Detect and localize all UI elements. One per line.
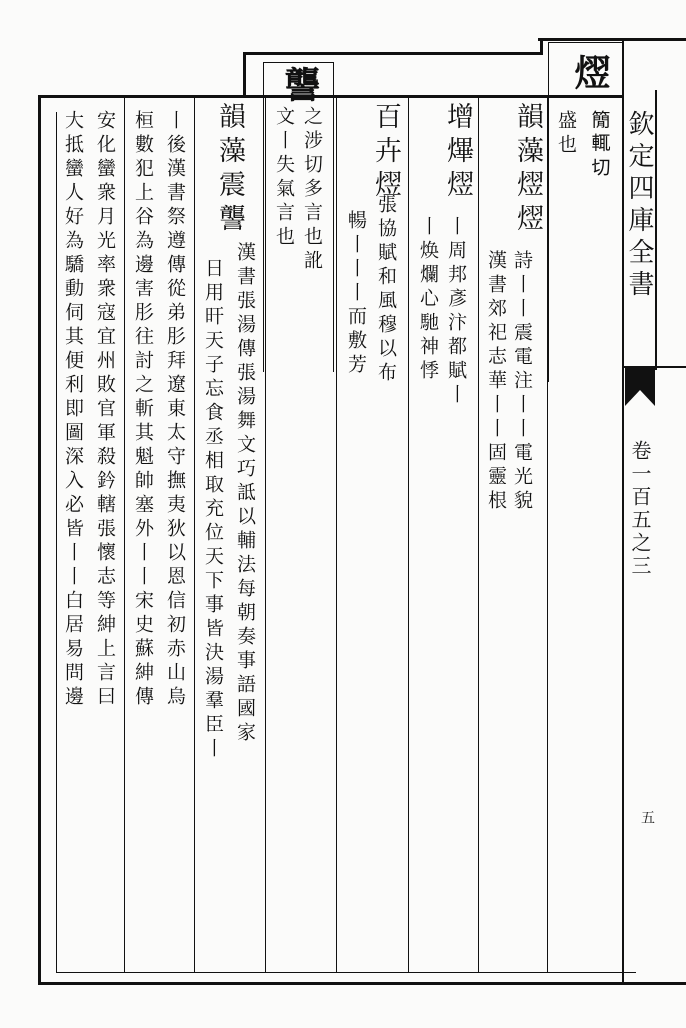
text-column: 安化蠻衆月光率衆寇宜州敗官軍殺鈐轄張懷志等紳上言曰 [94,110,116,710]
frame-top-line-right [538,38,686,41]
section-heading: 百卉熤 [370,102,401,204]
text-column: 日用旰天子忘食丞相取充位天下事皆決湯羣臣丨 [202,258,224,762]
text-column: 桓數犯上谷為邊害肜往討之斬其魁帥塞外丨丨宋史蘇紳傳 [132,110,154,710]
column-rule [124,98,125,972]
text-column: 漢書郊祀志華丨丨固靈根 [485,250,507,514]
text-column: 詩丨丨震電注丨丨電光貌 [511,250,533,514]
column-rule [194,98,195,972]
frame-inner-left-line [56,112,57,972]
definition-note: 文丨失氣言也 [273,106,295,250]
section-heading: 增熚熤 [442,102,473,204]
pronunciation-note: 之涉切多言也訛 [301,106,323,274]
frame-left-line [38,95,41,985]
entry-box-line [333,62,334,372]
column-rule [408,98,409,972]
text-column: 張協賦和風穆以布 [375,194,397,386]
text-column: 丨焕爛心馳神悸 [417,216,439,384]
pronunciation-note: 𥳑輒切 [589,110,611,182]
column-rule [547,98,548,972]
text-column: 大抵蠻人好為驕動伺其便利即圖深入必皆丨丨白居易問邊 [62,110,84,710]
entry-box-line [263,62,333,63]
margin-volume-label: 卷一百五之三 [628,440,652,578]
margin-page-number: 五 [639,810,655,826]
section-heading: 韻藻震讋 [214,102,245,238]
definition-note: 盛也 [555,110,577,158]
entry-box-line [548,42,622,43]
entry-box-line [263,62,264,372]
text-column: 丨後漢書祭遵傳從弟肜拜遼東太守撫夷狄以恩信初赤山烏 [164,110,186,710]
column-rule [478,98,479,972]
section-heading: 韻藻熤熤 [512,102,543,238]
headword-zhe: 讋 [279,66,321,106]
frame-bottom-line [38,982,686,985]
step-line [243,52,543,55]
frame-top-line [38,95,624,98]
fishtail-ornament [625,366,655,406]
text-column: 暢丨丨丨而敷芳 [345,210,367,378]
frame-inner-bottom-line [56,972,636,973]
headword-yi: 熤 [569,54,611,94]
text-column: 丨周邦彥汴都賦丨 [445,216,467,408]
step-line [243,52,246,98]
step-line [540,38,543,55]
text-column: 漢書張湯傳張湯舞文巧詆以輔法每朝奏事語國家 [234,242,256,746]
column-rule [336,98,337,972]
column-rule [265,98,266,972]
entry-box-line [548,42,549,382]
margin-book-title: 欽定四庫全書 [624,110,654,302]
margin-rule [655,90,657,370]
